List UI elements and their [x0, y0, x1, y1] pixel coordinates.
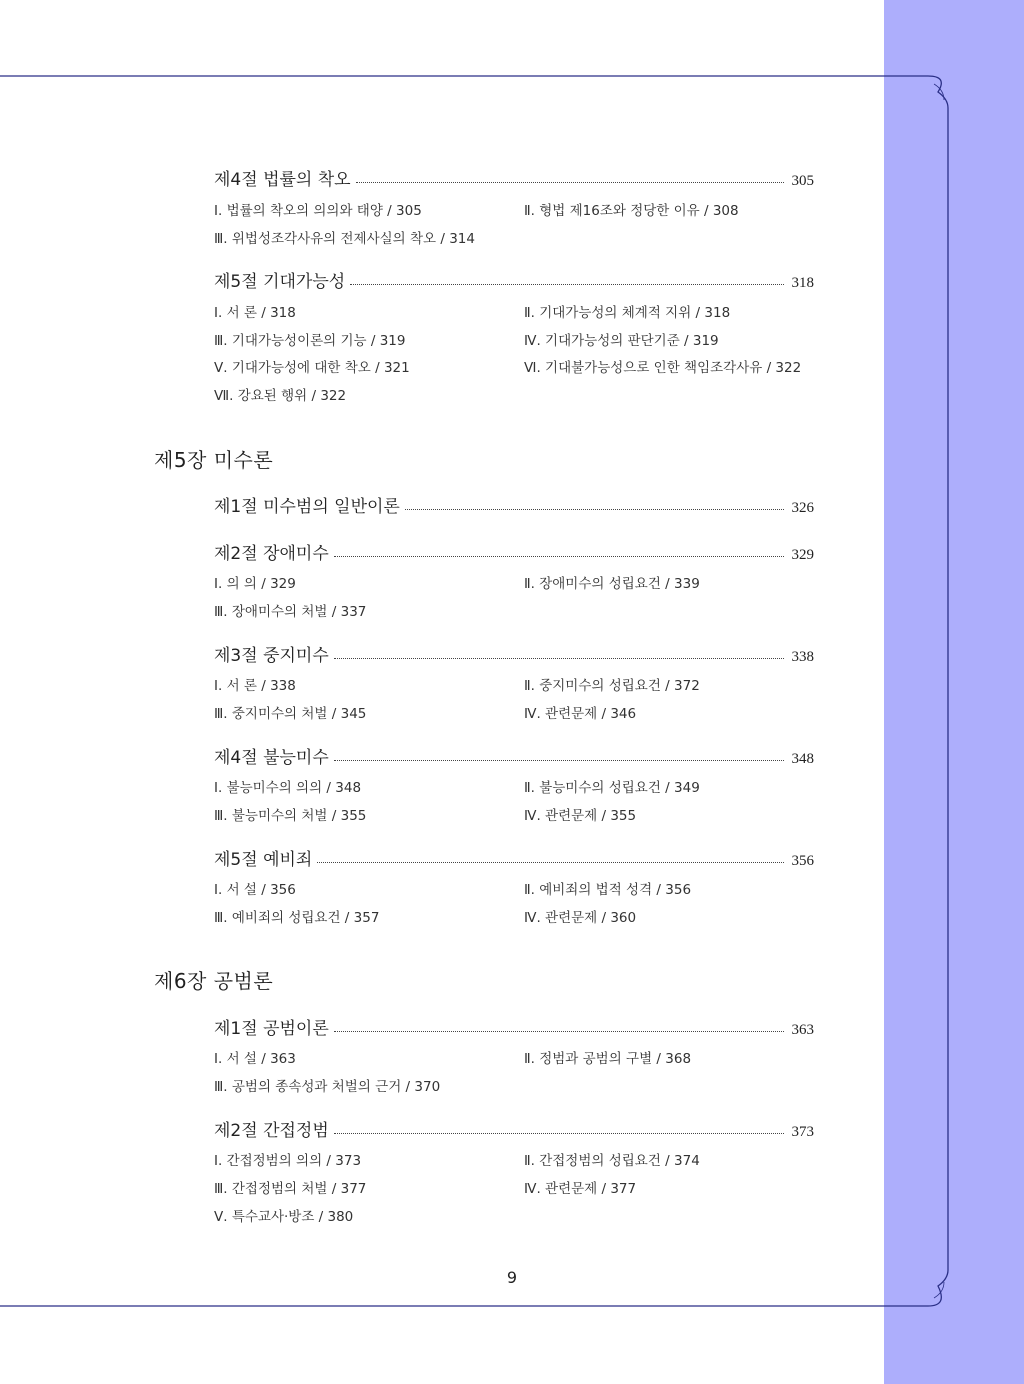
- toc-subitem: Ⅳ. 관련문제 / 377: [524, 1181, 637, 1197]
- toc-subitem: Ⅲ. 기대가능성이론의 기능 / 319: [214, 333, 406, 349]
- toc-subitem: Ⅰ. 의 의 / 329: [214, 576, 296, 592]
- section-page: 363: [791, 1022, 814, 1038]
- toc-subitem: Ⅱ. 불능미수의 성립요건 / 349: [524, 780, 700, 796]
- toc-subitem: Ⅳ. 관련문제 / 355: [524, 808, 637, 824]
- section-title: 제1절 미수범의 일반이론: [214, 497, 400, 517]
- section-page: 329: [791, 547, 814, 563]
- toc-subitem: Ⅴ. 특수교사·방조 / 380: [214, 1209, 354, 1225]
- toc-subitem: Ⅳ. 관련문제 / 346: [524, 706, 637, 722]
- toc-section[interactable]: [214, 1014, 814, 1038]
- dot-leader: [334, 1132, 784, 1134]
- toc-section[interactable]: [214, 743, 814, 767]
- toc-subitem: Ⅱ. 예비죄의 법적 성격 / 356: [524, 882, 692, 898]
- toc-section[interactable]: [214, 165, 814, 189]
- dot-leader: [334, 759, 784, 761]
- toc-subitem: Ⅰ. 서 설 / 363: [214, 1051, 296, 1067]
- section-title: 제2절 장애미수: [214, 544, 329, 564]
- toc-subitem: Ⅱ. 장애미수의 성립요건 / 339: [524, 576, 700, 592]
- section-page: 338: [791, 649, 814, 665]
- toc-subitem: Ⅰ. 서 론 / 338: [214, 678, 296, 694]
- toc-section[interactable]: [214, 492, 814, 516]
- section-title: 제3절 중지미수: [214, 646, 329, 666]
- toc-subitem: Ⅲ. 간접정범의 처벌 / 377: [214, 1181, 367, 1197]
- dot-leader: [405, 508, 784, 510]
- toc-section[interactable]: [214, 641, 814, 665]
- toc-section[interactable]: [214, 267, 814, 291]
- section-page: 318: [791, 275, 814, 291]
- toc-subitem: Ⅵ. 기대불가능성으로 인한 책임조각사유 / 322: [524, 360, 802, 376]
- toc-subitem: Ⅱ. 중지미수의 성립요건 / 372: [524, 678, 700, 694]
- toc-subitem: Ⅱ. 형법 제16조와 정당한 이유 / 308: [524, 203, 739, 219]
- toc-subitem: Ⅰ. 간접정범의 의의 / 373: [214, 1153, 362, 1169]
- toc-subitem: Ⅰ. 불능미수의 의의 / 348: [214, 780, 362, 796]
- section-title: 제1절 공범이론: [214, 1019, 329, 1039]
- toc-subitem: Ⅴ. 기대가능성에 대한 착오 / 321: [214, 360, 410, 376]
- toc-subitem: Ⅱ. 간접정범의 성립요건 / 374: [524, 1153, 700, 1169]
- toc-subitem: Ⅱ. 정범과 공범의 구별 / 368: [524, 1051, 692, 1067]
- section-page: 348: [791, 751, 814, 767]
- chapter-heading[interactable]: 제6장 공범론: [154, 969, 274, 993]
- dot-leader: [317, 861, 784, 863]
- dot-leader: [334, 555, 784, 557]
- toc-subitem: Ⅲ. 중지미수의 처벌 / 345: [214, 706, 367, 722]
- toc-subitem: Ⅲ. 장애미수의 처벌 / 337: [214, 604, 367, 620]
- toc-subitem: Ⅲ. 불능미수의 처벌 / 355: [214, 808, 367, 824]
- dot-leader: [334, 657, 784, 659]
- toc-subitem: Ⅲ. 예비죄의 성립요건 / 357: [214, 910, 380, 926]
- section-title: 제5절 예비죄: [214, 850, 313, 870]
- toc-subitem: Ⅰ. 법률의 착오의 의의와 태양 / 305: [214, 203, 422, 219]
- section-title: 제5절 기대가능성: [214, 272, 346, 292]
- toc-section[interactable]: [214, 1116, 814, 1140]
- toc-subitem: Ⅰ. 서 설 / 356: [214, 882, 296, 898]
- toc-subitem: Ⅲ. 공범의 종속성과 처벌의 근거 / 370: [214, 1079, 441, 1095]
- section-title: 제4절 불능미수: [214, 748, 329, 768]
- toc-subitem: Ⅶ. 강요된 행위 / 322: [214, 388, 347, 404]
- dot-leader: [334, 1030, 784, 1032]
- toc-section[interactable]: [214, 845, 814, 869]
- toc-section[interactable]: [214, 539, 814, 563]
- chapter-heading[interactable]: 제5장 미수론: [154, 448, 274, 472]
- section-title: 제4절 법률의 착오: [214, 170, 351, 190]
- toc-subitem: Ⅳ. 기대가능성의 판단기준 / 319: [524, 333, 719, 349]
- section-page: 373: [791, 1124, 814, 1140]
- page-number: 9: [506, 1268, 518, 1287]
- section-title: 제2절 간접정범: [214, 1121, 329, 1141]
- dot-leader: [356, 181, 784, 183]
- section-page: 356: [791, 853, 814, 869]
- toc-subitem: Ⅰ. 서 론 / 318: [214, 305, 296, 321]
- toc-subitem: Ⅱ. 기대가능성의 체계적 지위 / 318: [524, 305, 731, 321]
- section-page: 305: [791, 173, 814, 189]
- toc-subitem: Ⅲ. 위법성조각사유의 전제사실의 착오 / 314: [214, 231, 475, 247]
- section-page: 326: [791, 500, 814, 516]
- toc-subitem: Ⅳ. 관련문제 / 360: [524, 910, 637, 926]
- dot-leader: [350, 283, 784, 285]
